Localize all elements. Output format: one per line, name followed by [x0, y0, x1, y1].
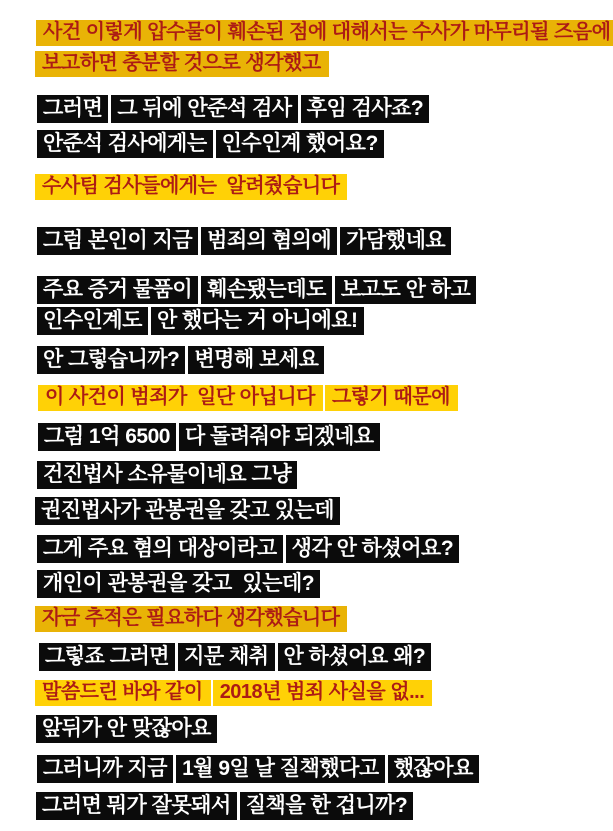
answer-subtitle-line [35, 680, 432, 706]
question-subtitle-line [39, 643, 431, 671]
subtitle-segment: 수사팀 검사들에게는 알려줬습니다 [35, 174, 347, 200]
subtitle-segment: 질책을 한 겁니까? [240, 792, 414, 820]
subtitle-segment: 건진법사 소유물이네요 그냥 [37, 461, 297, 489]
subtitle-segment: 안 하셨어요 왜? [278, 643, 432, 671]
subtitle-segment: 훼손됐는데도 [201, 276, 332, 304]
subtitle-segment: 2018년 범죄 사실을 없... [213, 680, 433, 706]
question-subtitle-line [36, 715, 217, 743]
answer-subtitle-line [38, 385, 458, 411]
subtitle-segment: 그렇죠 그러면 [39, 643, 175, 671]
subtitle-segment: 변명해 보세요 [188, 346, 324, 374]
subtitle-segment: 범죄의 혐의에 [201, 227, 337, 255]
question-subtitle-line [35, 497, 340, 525]
answer-subtitle-line [36, 20, 613, 46]
subtitle-segment: 인수인계 했어요? [216, 130, 384, 158]
question-subtitle-line [37, 227, 451, 255]
subtitle-segment: 그러면 뭐가 잘못돼서 [36, 792, 237, 820]
subtitle-segment: 인수인계도 [37, 307, 148, 335]
question-subtitle-line [37, 95, 429, 123]
subtitle-segment: 사건 이렇게 압수물이 훼손된 점에 대해서는 수사가 마무리될 즈음에 [36, 20, 613, 46]
subtitle-segment: 그렇기 때문에 [325, 385, 458, 411]
subtitle-segment: 권진법사가 관봉권을 갖고 있는데 [35, 497, 340, 525]
question-subtitle-line [37, 570, 320, 598]
subtitle-segment: 말씀드린 바와 같이 [35, 680, 211, 706]
subtitle-segment: 그러면 [37, 95, 108, 123]
question-subtitle-line [37, 130, 384, 158]
subtitle-segment: 안준석 검사에게는 [37, 130, 213, 158]
subtitle-segment: 그럼 1억 6500 [38, 423, 176, 451]
subtitle-segment: 안 했다는 거 아니에요! [151, 307, 364, 335]
subtitle-segment: 보고도 안 하고 [335, 276, 476, 304]
answer-subtitle-line [35, 174, 347, 200]
subtitle-segment: 후임 검사죠? [301, 95, 430, 123]
question-subtitle-line [37, 461, 297, 489]
subtitle-segment: 앞뒤가 안 맞잖아요 [36, 715, 217, 743]
question-subtitle-line [38, 423, 380, 451]
subtitle-segment: 가담했네요 [340, 227, 451, 255]
subtitle-segment: 안 그렇습니까? [37, 346, 185, 374]
question-subtitle-line [37, 755, 479, 783]
subtitle-segment: 개인이 관봉권을 갖고 있는데? [37, 570, 320, 598]
subtitle-segment: 이 사건이 범죄가 일단 아닙니다 [38, 385, 323, 411]
subtitle-segment: 했잖아요 [388, 755, 479, 783]
question-subtitle-line [37, 346, 324, 374]
subtitle-segment: 그러니까 지금 [37, 755, 173, 783]
question-subtitle-line [37, 535, 459, 563]
answer-subtitle-line [35, 51, 329, 77]
subtitle-segment: 주요 증거 물품이 [37, 276, 198, 304]
subtitle-segment: 자금 추적은 필요하다 생각했습니다 [35, 606, 347, 632]
subtitle-segment: 1월 9일 날 질책했다고 [176, 755, 385, 783]
question-subtitle-line [37, 276, 476, 304]
subtitle-segment: 그 뒤에 안준석 검사 [111, 95, 297, 123]
subtitle-segment: 그게 주요 혐의 대상이라고 [37, 535, 283, 563]
subtitle-segment: 지문 채취 [178, 643, 274, 671]
subtitle-segment: 보고하면 충분할 것으로 생각했고 [35, 51, 329, 77]
answer-subtitle-line [35, 606, 347, 632]
subtitle-segment: 다 돌려줘야 되겠네요 [179, 423, 380, 451]
question-subtitle-line [37, 307, 364, 335]
question-subtitle-line [36, 792, 413, 820]
subtitle-segment: 그럼 본인이 지금 [37, 227, 198, 255]
subtitle-segment: 생각 안 하셨어요? [286, 535, 460, 563]
